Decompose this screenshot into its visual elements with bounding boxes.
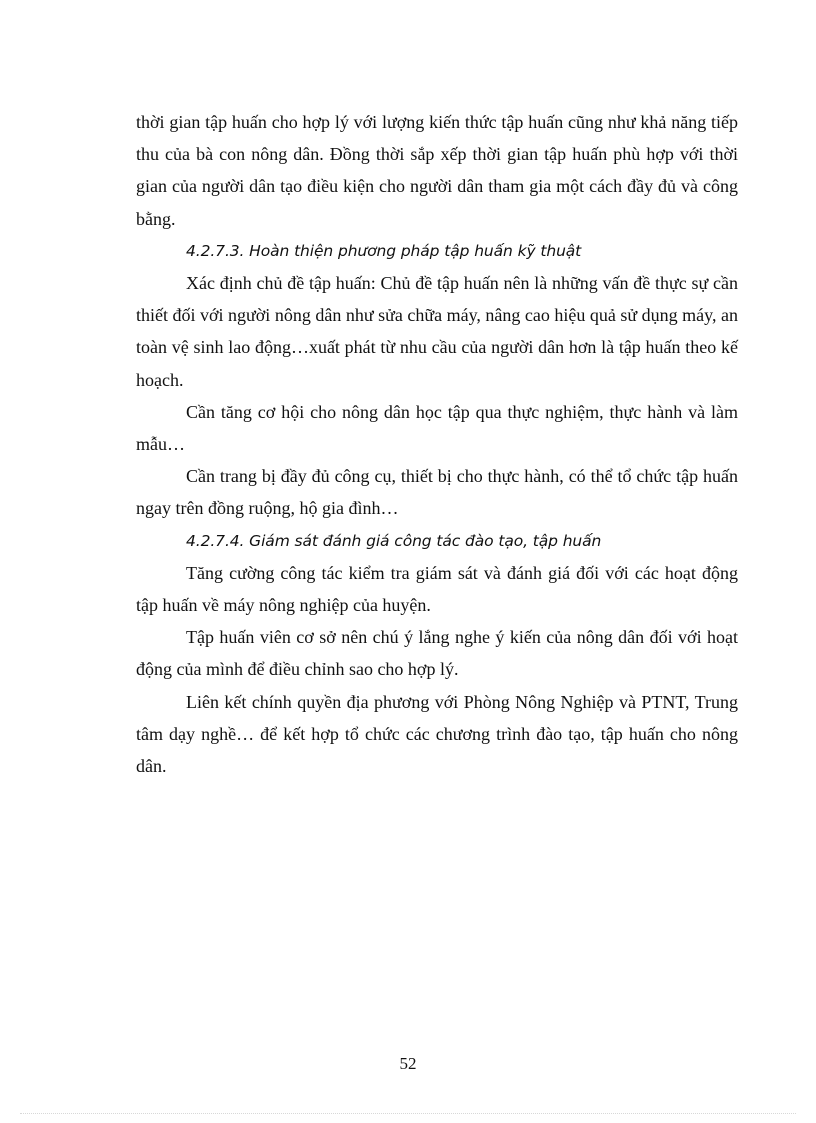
body-text (136, 106, 738, 782)
paragraph-equipment: Cần trang bị đầy đủ công cụ, thiết bị cho thực hành, có thể tổ chức tập huấn ngay trên đồng ruộng, hộ gia đình… (136, 466, 738, 519)
paragraph-continuation: thời gian tập huấn cho hợp lý với lượng kiến thức tập huấn cũng như khả năng tiếp thu của bà con nông dân. Đồng thời sắp xếp thời gian tập huấn phù hợp với thời gian của người dân tạo điều kiện cho người dân tham gia một cách đầy đủ và công bằng. (136, 112, 738, 229)
paragraph-trainer-feedback: Tập huấn viên cơ sở nên chú ý lắng nghe ý kiến của nông dân đối với hoạt động của mình để điều chỉnh sao cho hợp lý. (136, 627, 738, 680)
page-number: 52 (399, 1054, 417, 1073)
paragraph-practice-opportunities: Cần tăng cơ hội cho nông dân học tập qua thực nghiệm, thực hành và làm mẫu… (136, 401, 738, 455)
paragraph-monitoring: Tăng cường công tác kiểm tra giám sát và đánh giá đối với các hoạt động tập huấn về máy nông nghiệp của huyện. (136, 562, 738, 616)
paragraph-training-topics: Xác định chủ đề tập huấn: Chủ đề tập huấn nên là những vấn đề thực sự cần thiết đối với người nông dân như sửa chữa máy, nâng cao hiệu quả sử dụng máy, an toàn vệ sinh lao động…xuất phát từ nhu cầu của người dân hơn là tập huấn theo kế hoạch. (136, 273, 738, 390)
section-heading-4-2-7-4: 4.2.7.4. Giám sát đánh giá công tác đào tạo, tập huấn (186, 531, 602, 550)
section-heading-4-2-7-3: 4.2.7.3. Hoàn thiện phương pháp tập huấn kỹ thuật (186, 241, 582, 260)
page-bottom-divider (20, 1113, 796, 1114)
paragraph-coordination: Liên kết chính quyền địa phương với Phòng Nông Nghiệp và PTNT, Trung tâm dạy nghề… để kết hợp tổ chức các chương trình đào tạo, tập huấn cho nông dân. (136, 691, 738, 777)
